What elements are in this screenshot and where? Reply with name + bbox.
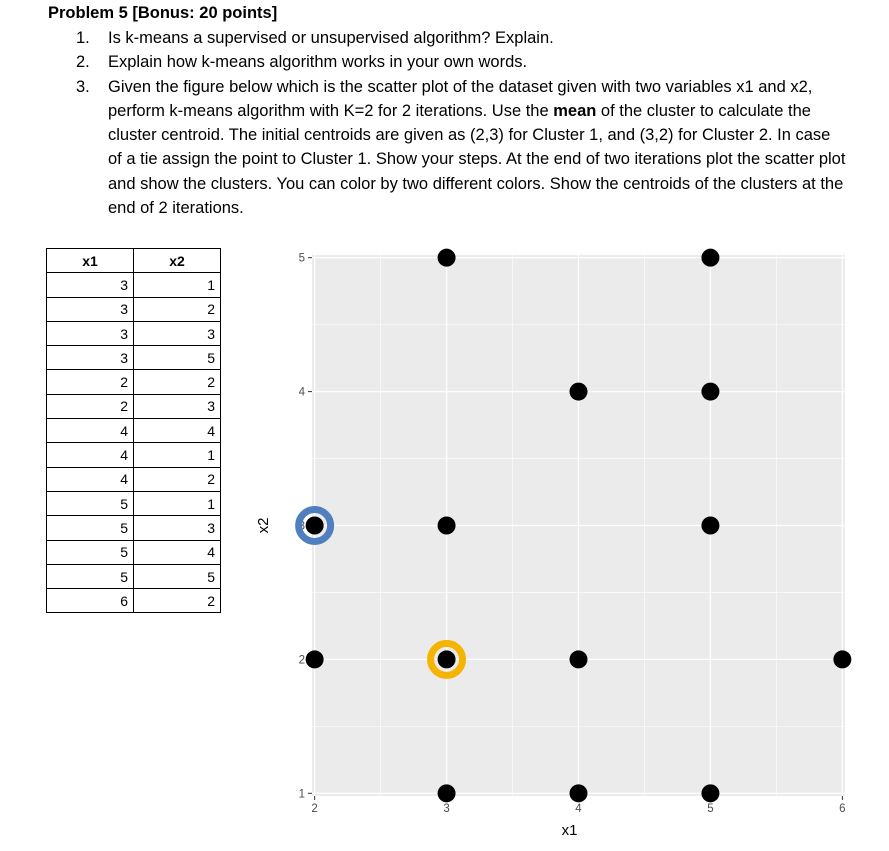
cell-x2: 2 [134,297,221,321]
table-row [47,394,221,418]
cell-x2: 2 [134,370,221,394]
question-2 [56,50,846,74]
table-row [47,443,221,467]
column-header-x1: x1 [47,249,134,273]
x-axis-title: x1 [561,822,578,839]
cell-x2: 4 [134,419,221,443]
cell-x2: 3 [134,516,221,540]
cell-x1: 5 [47,540,134,564]
cell-x1: 4 [47,419,134,443]
table-row [47,540,221,564]
question-text-part: of the cluster to calculate the cluster centroid. The initial centroids are given as (2,3) for Cluster 1, and (3,2) for Cluster 2. In case of a tie assign the point to Cluster 1. Show your steps. At the end of two iterations plot the scatter plot and show the clusters. You can color by two different colors. Show the centroids of the clusters at the end of 2 iterations. [108,101,846,218]
question-number: 3. [76,77,90,96]
data-point [701,383,719,401]
data-point [570,383,588,401]
scatter-plot [250,243,850,843]
table-row [47,297,221,321]
x-tick-label: 4 [575,803,582,815]
problem-title: Problem 5 [Bonus: 20 points] [48,4,278,22]
cell-x1: 4 [47,443,134,467]
table-row [47,589,221,613]
data-point [570,784,588,802]
cell-x2: 1 [134,491,221,515]
data-point [701,249,719,267]
y-tick-label: 4 [298,386,305,399]
cell-x2: 1 [134,443,221,467]
data-point [306,517,324,535]
question-text-part: Given the figure below which is the scatter plot of the dataset given with two variables x1 and x2, perform k-means algorithm with K=2 for 2 iterations. Use the [108,77,813,120]
cell-x2: 3 [134,394,221,418]
data-point [570,650,588,668]
data-point [306,650,324,668]
question-number: 2. [76,53,90,72]
question-text-bold: mean [553,101,597,120]
cell-x1: 5 [47,516,134,540]
data-table [46,248,221,613]
question-3 [56,75,846,221]
cell-x2: 3 [134,321,221,345]
cell-x1: 2 [47,394,134,418]
cell-x2: 4 [134,540,221,564]
cell-x1: 3 [47,297,134,321]
cell-x2: 2 [134,467,221,491]
data-point [438,249,456,267]
column-header-x2: x2 [134,249,221,273]
cell-x1: 2 [47,370,134,394]
data-point [438,517,456,535]
table-row [47,491,221,515]
x-tick-label: 2 [311,803,318,815]
table-row [47,346,221,370]
cell-x1: 4 [47,467,134,491]
table-row [47,419,221,443]
x-tick-label: 5 [707,803,714,815]
question-text: Explain how k-means algorithm works in your own words. [108,53,528,72]
table-row [47,564,221,588]
table-row [47,370,221,394]
data-point [438,650,456,668]
table-row [47,273,221,297]
cell-x1: 3 [47,273,134,297]
y-tick-label: 3 [298,520,305,533]
cell-x2: 5 [134,346,221,370]
question-text: Is k-means a supervised or unsupervised algorithm? Explain. [108,29,554,47]
cell-x1: 3 [47,321,134,345]
table-row [47,516,221,540]
cell-x2: 2 [134,589,221,613]
y-axis-title: x2 [255,517,272,534]
data-point [833,650,851,668]
y-tick-label: 2 [298,654,305,667]
cell-x1: 6 [47,589,134,613]
cell-x1: 5 [47,491,134,515]
cell-x2: 5 [134,564,221,588]
x-tick-label: 3 [443,803,450,815]
y-tick-label: 5 [298,252,305,265]
cell-x1: 5 [47,564,134,588]
question-1 [56,26,846,50]
table-row [47,321,221,345]
table-header-row [47,249,221,273]
x-tick-label: 6 [839,803,846,815]
question-list [56,26,846,220]
data-point [701,517,719,535]
table-row [47,467,221,491]
question-number: 1. [76,29,90,47]
cell-x1: 3 [47,346,134,370]
data-point [438,784,456,802]
y-tick-label: 1 [298,788,305,801]
data-point [701,784,719,802]
cell-x2: 1 [134,273,221,297]
